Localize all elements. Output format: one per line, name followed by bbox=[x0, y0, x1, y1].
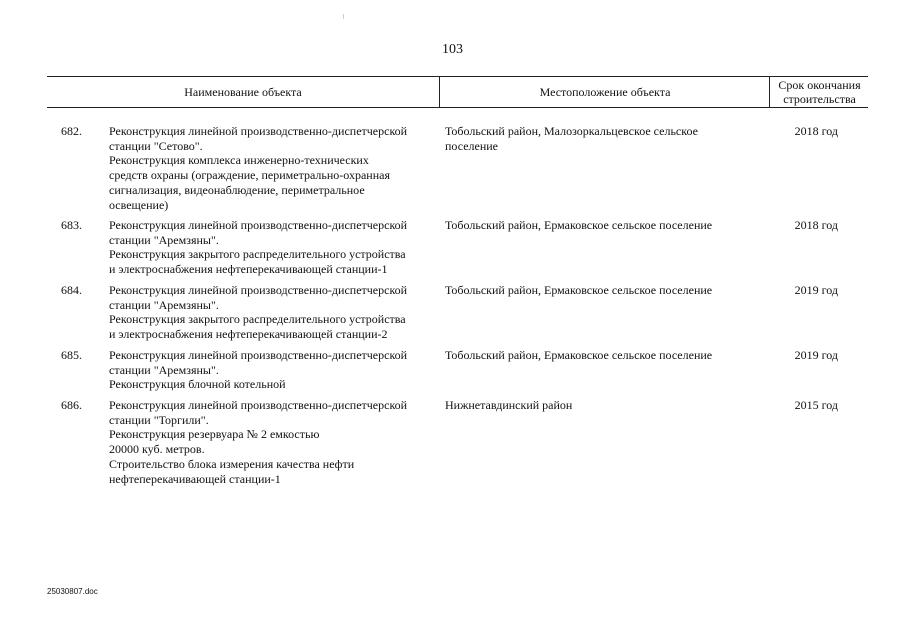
row-location: Тобольский район, Ермаковское сельское поселение bbox=[445, 218, 713, 232]
row-location: Тобольский район, Ермаковское сельское поселение bbox=[445, 348, 713, 362]
row-number: 682. bbox=[61, 124, 82, 138]
header-name: Наименование объекта bbox=[184, 85, 302, 99]
objects-table bbox=[47, 76, 868, 486]
header-term bbox=[769, 77, 869, 107]
row-term: 2019 год bbox=[794, 283, 838, 297]
header-location: Местоположение объекта bbox=[439, 77, 770, 107]
row-number: 684. bbox=[61, 283, 82, 297]
row-location: Тобольский район, Малозоркальцевское сельское поселение bbox=[445, 124, 698, 153]
row-location: Нижнетавдинский район bbox=[445, 398, 573, 412]
row-term: 2019 год bbox=[794, 348, 838, 362]
row-number: 686. bbox=[61, 398, 82, 412]
table-header bbox=[47, 76, 868, 108]
file-name-footer: 25030807.doc bbox=[47, 587, 98, 596]
row-term: 2018 год bbox=[794, 218, 838, 232]
row-location: Тобольский район, Ермаковское сельское поселение bbox=[445, 283, 713, 297]
scan-mark bbox=[343, 14, 344, 19]
page-number: 103 bbox=[442, 42, 463, 57]
header-term-line2: строительства bbox=[783, 92, 856, 106]
row-object-name: Реконструкция линейной производственно-диспетчерской станции "Сетово". Реконструкция комплекса инженерно-технических средств охраны (ограждение, периметрально-охранная сигнализация, видеонаблюдение, периметральное освещение) bbox=[109, 124, 408, 212]
row-object-name: Реконструкция линейной производственно-диспетчерской станции "Аремзяны". Реконструкция закрытого распределительного устройства и электроснабжения нефтеперекачивающей станции-1 bbox=[109, 218, 408, 277]
row-term: 2018 год bbox=[794, 124, 838, 138]
row-number: 685. bbox=[61, 348, 82, 362]
row-term: 2015 год bbox=[794, 398, 838, 412]
header-term-line1: Срок окончания bbox=[778, 78, 861, 92]
row-number: 683. bbox=[61, 218, 82, 232]
row-object-name: Реконструкция линейной производственно-диспетчерской станции "Аремзяны". Реконструкция блочной котельной bbox=[109, 348, 408, 392]
row-object-name: Реконструкция линейной производственно-диспетчерской станции "Торгили". Реконструкция резервуара № 2 емкостью 20000 куб. метров. Строительство блока измерения качества нефти нефтеперекачивающей станции-1 bbox=[109, 398, 408, 486]
row-object-name: Реконструкция линейной производственно-диспетчерской станции "Аремзяны". Реконструкция закрытого распределительного устройства и электроснабжения нефтеперекачивающей станции-2 bbox=[109, 283, 408, 342]
